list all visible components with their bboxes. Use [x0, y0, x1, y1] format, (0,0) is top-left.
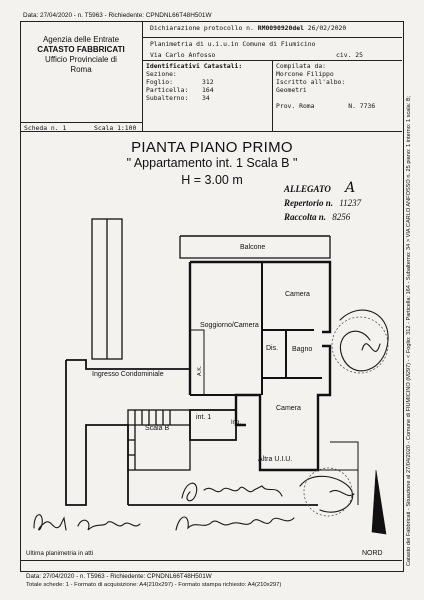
subalterno-value: 34: [202, 94, 210, 102]
label-soggiorno: Soggiorno/Camera: [200, 322, 259, 329]
repertorio-label: Repertorio n.: [284, 198, 334, 208]
allegato-label: ALLEGATO: [284, 184, 331, 194]
agency-line2: CATASTO FABBRICATI: [37, 45, 125, 54]
label-ingresso: Ingresso Condominiale: [92, 371, 164, 378]
agency-line4: Roma: [70, 65, 92, 74]
top-header: Data: 27/04/2020 - n. T5963 - Richiedente: CPNDNL66T48H501W: [23, 12, 212, 19]
footer-line-1: Data: 27/04/2020 - n. T5963 - Richiedente: CPNDNL66T48H501W: [26, 573, 212, 580]
stamp-scribble-icon: [340, 310, 388, 371]
label-bagno: Bagno: [292, 346, 313, 353]
plan-address-line: Planimetria di u.i.u.in Comune di Fiumicino: [150, 40, 316, 48]
signature-3-icon: [176, 517, 294, 530]
scheda: Scheda n. 1: [24, 124, 67, 132]
plan-title: PIANTA PIANO PRIMO: [131, 139, 293, 156]
protocol-date: 26/02/2020: [307, 24, 347, 32]
label-altra-uiu: Altra U.I.U.: [258, 456, 293, 463]
raccolta-label: Raccolta n.: [284, 212, 326, 222]
allegato-value: A: [345, 180, 356, 196]
albo-label: Iscritto all'albo:: [276, 78, 346, 86]
signature-2-icon: [34, 515, 140, 530]
label-camera-2: Camera: [276, 405, 301, 412]
civ-number: 25: [355, 51, 363, 59]
label-dis: Dis.: [266, 345, 279, 352]
agency-line3: Ufficio Provinciale di: [45, 55, 117, 64]
label-ing: Ing.: [231, 420, 242, 426]
label-ak: A.K.: [197, 365, 203, 376]
repertorio-value: 11237: [339, 198, 362, 208]
sezione-label: Sezione:: [146, 70, 177, 78]
label-camera-1: Camera: [285, 291, 310, 298]
plan-height: H = 3.00 m: [181, 173, 243, 187]
footer-line-2: Totale schede: 1 - Formato di acquisizione: A4(210x297) - Formato stampa richiesto: A4(210x297): [26, 582, 282, 588]
subalterno-label: Subalterno:: [146, 94, 189, 102]
label-balcone: Balcone: [240, 244, 266, 251]
raccolta-value: 8256: [332, 212, 351, 222]
stamp-scribble-2-icon: [300, 476, 354, 512]
n-value: 7736: [359, 102, 376, 110]
street: Via Carlo Anfosso: [150, 51, 216, 59]
civ-label: civ.: [336, 51, 352, 59]
compiler-title: Compilata da:: [276, 62, 327, 70]
ultima-planimetria: Ultima planimetria in atti: [26, 550, 94, 557]
protocol-number: RM0090920del: [257, 24, 304, 32]
north-label: NORD: [362, 550, 383, 557]
label-scala-b: Scala B: [145, 425, 170, 432]
plan-subtitle: " Appartamento int. 1 Scala B ": [126, 156, 298, 170]
footer-rule: [20, 560, 402, 561]
identifiers-title: Identificativi Catastali:: [146, 62, 243, 70]
label-int1: int. 1: [196, 414, 212, 421]
protocol-label: Dichiarazione protocollo n.: [150, 24, 254, 32]
agency-line1: Agenzia delle Entrate: [42, 35, 120, 44]
side-cadastral-text: Catasto dei Fabbricati - Situazione al 27/04/2020 - Comune di FIUMICINO (M297) - < Foglio: 312 - Particella: 164 - Subalterno: 34 > VIA CARLO ANFOSSO n. 25 piano: 1 interno: 1 scala: B;: [406, 95, 412, 566]
foglio-label: Foglio:: [146, 78, 173, 86]
foglio-value: 312: [202, 78, 214, 86]
compiler-name: Morcone Filippo: [276, 70, 334, 78]
prov-label: Prov.: [276, 102, 296, 110]
signature-1-icon: [182, 483, 282, 501]
prov-value: Roma: [299, 102, 315, 110]
albo-value: Geometri: [276, 86, 307, 94]
particella-label: Particella:: [146, 86, 189, 94]
n-label: N.: [348, 102, 356, 110]
scala: Scala 1:100: [94, 124, 137, 132]
particella-value: 164: [202, 86, 214, 94]
